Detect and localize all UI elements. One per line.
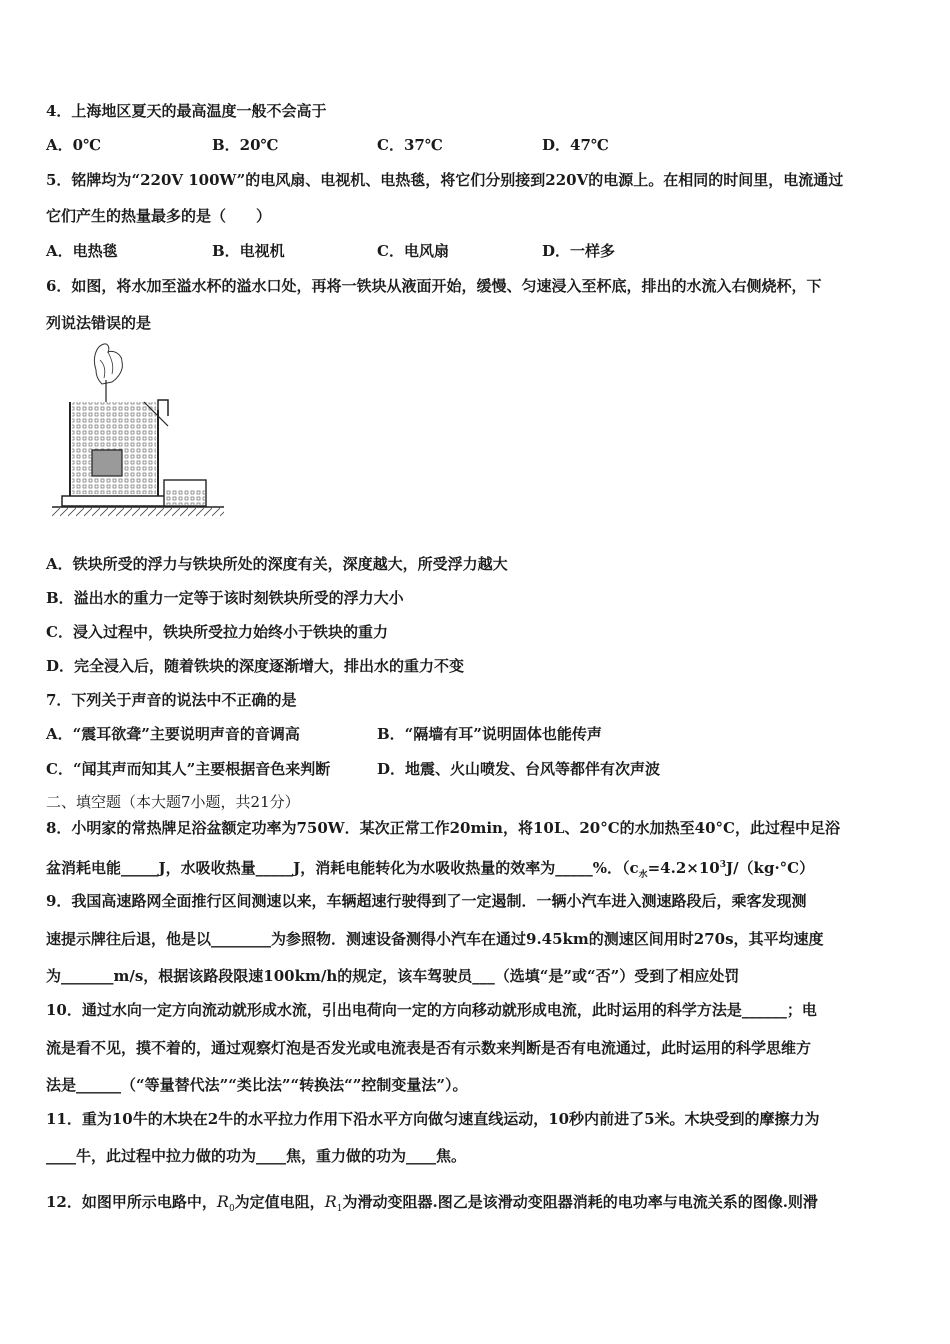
q8-line-1: 8．小明家的常热牌足浴盆额定功率为750W．某次正常工作20min，将10L、20°C的水加热至40°C，此过程中足浴 (46, 819, 840, 837)
section-2-heading: 二、填空题（本大题7小题，共21分） (46, 793, 300, 811)
q6-option-c: C．浸入过程中，铁块所受拉力始终小于铁块的重力 (46, 623, 388, 641)
q9-line-1: 9．我国高速路网全面推行区间测速以来，车辆超速行驶得到了一定遏制．一辆小汽车进入测速路段后，乘客发现测 (46, 892, 807, 910)
q11-line-2: ____牛，此过程中拉力做的功为____焦，重力做的功为____焦。 (46, 1147, 467, 1165)
q5-line-1: 5．铭牌均为“220V 100W”的电风扇、电视机、电热毯，将它们分别接到220V的电源上。在相同的时间里，电流通过 (46, 171, 844, 189)
q7-option-a: A．“震耳欲聋”主要说明声音的音调高 (46, 725, 300, 743)
q5-option-d: D．一样多 (542, 242, 616, 260)
q12-line-1: 12．如图甲所示电路中，$R_0$为定值电阻，$R_1$为滑动变阻器.图乙是该滑动变阻器消耗的电功率与电流关系的图像.则滑 (46, 1192, 818, 1215)
q10-line-2: 流是看不见，摸不着的，通过观察灯泡是否发光或电流表是否有示数来判断是否有电流通过，此时运用的科学思维方 (46, 1039, 812, 1057)
q5-option-b: B．电视机 (212, 242, 285, 260)
q11-line-1: 11．重为10牛的木块在2牛的水平拉力作用下沿水平方向做匀速直线运动，10秒内前进了5米。木块受到的摩擦力为 (46, 1110, 820, 1128)
q5-option-a: A．电热毯 (46, 242, 118, 260)
q5-line-2: 它们产生的热量最多的是（ ） (46, 207, 272, 225)
q4-stem: 4．上海地区夏天的最高温度一般不会高于 (46, 102, 327, 120)
q4-option-a: A．0℃ (46, 136, 102, 154)
q4-option-d: D．47℃ (542, 136, 609, 154)
overflow-cup-figure (52, 340, 224, 522)
q7-stem: 7．下列关于声音的说法中不正确的是 (46, 691, 297, 709)
r0-symbol: $R_0$ (216, 1192, 235, 1215)
q6-option-a: A．铁块所受的浮力与铁块所处的深度有关，深度越大，所受浮力越大 (46, 555, 508, 573)
q10-line-3: 法是______（“等量替代法”“类比法”“转换法“”控制变量法”）。 (46, 1076, 468, 1094)
q9-line-2: 速提示牌往后退，他是以________为参照物．测速设备测得小汽车在通过9.45km的测速区间用时270s，其平均速度 (46, 930, 824, 948)
q5-option-c: C．电风扇 (377, 242, 449, 260)
q7-option-c: C．“闻其声而知其人”主要根据音色来判断 (46, 760, 331, 778)
q6-option-d: D．完全浸入后，随着铁块的深度逐渐增大，排出水的重力不变 (46, 657, 465, 675)
q7-option-b: B．“隔墙有耳”说明固体也能传声 (377, 725, 602, 743)
q4-option-c: C．37℃ (377, 136, 443, 154)
q10-line-1: 10．通过水向一定方向流动就形成水流，引出电荷向一定的方向移动就形成电流，此时运用的科学方法是______；电 (46, 1001, 817, 1019)
q4-option-b: B．20℃ (212, 136, 279, 154)
q6-line-2: 列说法错误的是 (46, 314, 152, 332)
q6-option-b: B．溢出水的重力一定等于该时刻铁块所受的浮力大小 (46, 589, 404, 607)
q8-line-2: 盆消耗电能_____J，水吸收热量_____J，消耗电能转化为水吸收热量的效率为_____%．（$c_水=4.2\times 10^3J/(kg\cdot^\circ C)$ (46, 859, 815, 880)
q6-line-1: 6．如图，将水加至溢水杯的溢水口处，再将一铁块从液面开始，缓慢、匀速浸入至杯底，排出的水流入右侧烧杯，下 (46, 277, 822, 295)
r1-symbol: $R_1$ (324, 1192, 343, 1215)
q7-option-d: D．地震、火山喷发、台风等都伴有次声波 (377, 760, 661, 778)
q9-line-3: 为_______m/s，根据该路段限速100km/h的规定，该车驾驶员___（选填“是”或“否”）受到了相应处罚 (46, 967, 740, 985)
